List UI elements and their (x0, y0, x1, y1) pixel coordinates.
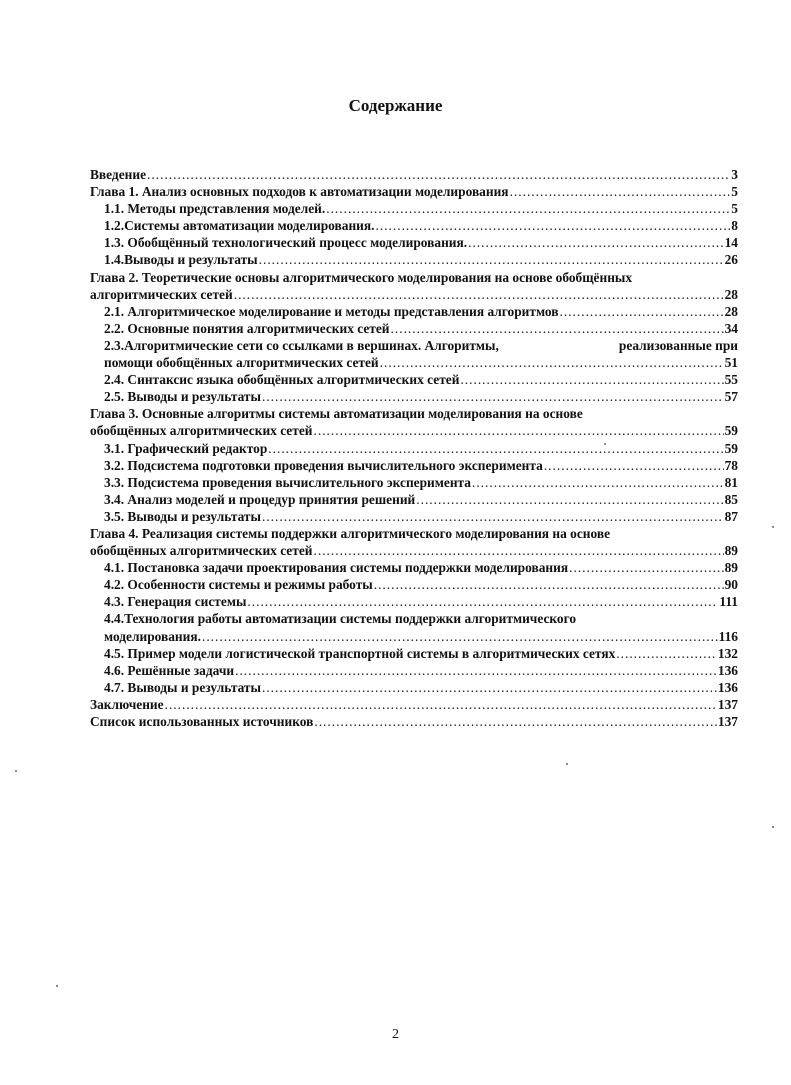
toc-entry-page: 28 (724, 303, 738, 319)
scan-speck (604, 443, 606, 445)
toc-entry[interactable] (90, 713, 738, 730)
toc-entry-label: 2.4. Синтаксис языка обобщённых алгоритмических сетей (104, 372, 460, 388)
leader-dots (374, 576, 724, 593)
toc-entry-label: 4.4.Технология работы автоматизации системы поддержки алгоритмического (104, 611, 577, 627)
toc-entry-page: 89 (724, 543, 738, 559)
toc-entry[interactable] (90, 251, 738, 268)
toc-entry[interactable] (90, 662, 738, 679)
leader-dots (268, 440, 723, 457)
toc-entry-page: 89 (724, 560, 738, 576)
toc-entry[interactable] (90, 457, 738, 474)
toc-entry-label: 1.1. Методы представления моделей. (104, 201, 326, 217)
toc-entry-label: 3.4. Анализ моделей и процедур принятия решений (104, 491, 416, 507)
toc-entry-page: 59 (724, 423, 738, 439)
toc-entry[interactable] (90, 440, 738, 457)
toc-entry-label: Заключение (90, 696, 164, 712)
toc-entry-page: 111 (719, 594, 738, 610)
toc-entry-page: 8 (731, 218, 738, 234)
toc-entry-label: 4.6. Решённые задачи (104, 662, 235, 678)
toc-entry[interactable] (90, 696, 738, 713)
toc-entry-page: 26 (724, 252, 738, 268)
toc-title: Содержание (348, 96, 443, 115)
toc-entry-page: 136 (717, 679, 738, 695)
toc-entry-label-part: 2.3.Алгоритмические сети со ссылками в вершинах. Алгоритмы, (104, 337, 499, 353)
toc-entry-label: Список использованных источников (90, 714, 314, 729)
leader-dots (569, 559, 724, 576)
toc-entry[interactable] (90, 628, 738, 645)
leader-dots (460, 371, 723, 388)
table-of-contents (90, 166, 738, 730)
toc-entry-label: 2.5. Выводы и результаты (104, 389, 261, 405)
toc-entry-page: 3 (731, 167, 738, 182)
toc-entry-label: 3.5. Выводы и результаты (104, 508, 261, 524)
toc-entry-label: обобщённых алгоритмических сетей (90, 423, 313, 439)
toc-chapter[interactable] (90, 269, 738, 286)
toc-entry-page: 137 (717, 714, 738, 729)
toc-entry-label: моделирования. (104, 628, 201, 644)
leader-dots (314, 542, 724, 559)
toc-entry[interactable] (90, 320, 738, 337)
toc-entry-label: 4.2. Особенности системы и режимы работы (104, 577, 373, 593)
toc-entry-label: обобщённых алгоритмических сетей (90, 543, 313, 559)
toc-entry[interactable] (90, 303, 738, 320)
toc-entry[interactable] (90, 337, 738, 354)
toc-entry[interactable] (90, 645, 738, 662)
leader-dots (326, 200, 730, 217)
toc-entry-label: 4.7. Выводы и результаты (104, 679, 261, 695)
leader-dots (472, 474, 724, 491)
toc-entry-page: 28 (724, 286, 738, 302)
leader-dots (314, 713, 717, 730)
toc-entry-label: 4.5. Пример модели логистической транспортной системы в алгоритмических сетях (104, 645, 616, 661)
toc-entry-page: 85 (724, 491, 738, 507)
toc-entry-label: 3.3. Подсистема проведения вычислительного эксперимента (104, 474, 471, 490)
leader-dots (147, 166, 730, 183)
leader-dots (391, 320, 724, 337)
leader-dots (262, 508, 724, 525)
toc-entry[interactable] (90, 388, 738, 405)
leader-dots (259, 251, 724, 268)
toc-entry-page: 5 (731, 201, 738, 217)
toc-entry-label: 1.2.Системы автоматизации моделирования. (104, 218, 375, 234)
scan-speck (15, 770, 17, 772)
toc-entry[interactable] (90, 422, 738, 439)
leader-dots (560, 303, 724, 320)
leader-dots (262, 679, 717, 696)
toc-entry-label: помощи обобщённых алгоритмических сетей (104, 355, 379, 371)
toc-entry-page: 14 (724, 235, 738, 251)
toc-entry-page: 51 (724, 355, 738, 371)
toc-entry[interactable] (90, 610, 738, 627)
scan-speck (772, 526, 774, 528)
toc-entry[interactable] (90, 542, 738, 559)
toc-entry[interactable] (90, 508, 738, 525)
leader-dots (202, 628, 718, 645)
leader-dots (165, 696, 717, 713)
toc-entry-page: 136 (717, 662, 738, 678)
toc-entry[interactable] (90, 474, 738, 491)
toc-entry-label: алгоритмических сетей (90, 286, 233, 302)
toc-entry-label: Глава 4. Реализация системы поддержки алгоритмического моделирования на основе (90, 525, 611, 541)
toc-entry-label: 4.3. Генерация системы (104, 594, 247, 610)
leader-dots (510, 183, 731, 200)
toc-entry-page: 5 (731, 184, 738, 200)
leader-dots (416, 491, 723, 508)
leader-dots (376, 217, 731, 234)
toc-entry[interactable] (90, 491, 738, 508)
toc-entry-label: 4.1. Постановка задачи проектирования системы поддержки моделирования (104, 560, 569, 576)
toc-entry[interactable] (90, 234, 738, 251)
toc-entry-label (104, 337, 738, 354)
toc-entry-page: 34 (724, 320, 738, 336)
leader-dots (247, 593, 718, 610)
toc-chapter[interactable] (90, 405, 738, 422)
toc-entry-label: 2.2. Основные понятия алгоритмических сетей (104, 320, 390, 336)
toc-entry-label: 3.1. Графический редактор (104, 440, 268, 456)
leader-dots (468, 234, 724, 251)
toc-entry[interactable] (90, 166, 738, 183)
toc-entry-label: 3.2. Подсистема подготовки проведения вычислительного эксперимента (104, 457, 543, 473)
toc-entry-label: Глава 1. Анализ основных подходов к автоматизации моделирования (90, 184, 509, 200)
toc-entry-page: 137 (717, 696, 738, 712)
leader-dots (380, 354, 724, 371)
toc-entry[interactable] (90, 200, 738, 217)
toc-entry[interactable] (90, 593, 738, 610)
scan-speck (566, 763, 568, 765)
toc-entry[interactable] (90, 354, 738, 371)
toc-entry-page: 57 (724, 389, 738, 405)
toc-entry[interactable] (90, 559, 738, 576)
toc-entry[interactable] (90, 576, 738, 593)
toc-entry[interactable] (90, 286, 738, 303)
scan-speck (772, 826, 774, 828)
toc-entry-page: 78 (724, 457, 738, 473)
toc-entry-label: Глава 3. Основные алгоритмы системы автоматизации моделирования на основе (90, 406, 583, 422)
toc-entry-label: Глава 2. Теоретические основы алгоритмического моделирования на основе обобщённых (90, 269, 633, 285)
toc-chapter[interactable] (90, 525, 738, 542)
toc-entry-label: Введение (90, 167, 147, 182)
leader-dots (314, 422, 724, 439)
leader-dots (235, 662, 717, 679)
toc-entry-label: 1.3. Обобщённый технологический процесс моделирования. (104, 235, 468, 251)
toc-entry-page: 116 (718, 628, 738, 644)
page-number: 2 (392, 1027, 399, 1042)
scan-speck (56, 985, 58, 987)
leader-dots (616, 645, 717, 662)
toc-entry-page: 132 (717, 645, 738, 661)
leader-dots (262, 388, 724, 405)
toc-chapter[interactable] (90, 183, 738, 200)
toc-entry[interactable] (90, 217, 738, 234)
toc-entry-page: 59 (724, 440, 738, 456)
toc-entry-label: 1.4.Выводы и результаты (104, 252, 258, 268)
toc-entry-label: 2.1. Алгоритмическое моделирование и методы представления алгоритмов (104, 303, 559, 319)
toc-entry-page: 81 (724, 474, 738, 490)
leader-dots (544, 457, 724, 474)
toc-entry-page: 90 (724, 577, 738, 593)
toc-entry-label-part: реализованные при (618, 337, 738, 353)
toc-entry[interactable] (90, 371, 738, 388)
toc-entry[interactable] (90, 679, 738, 696)
toc-entry-page: 55 (724, 372, 738, 388)
leader-dots (234, 286, 724, 303)
toc-entry-page: 87 (724, 508, 738, 524)
